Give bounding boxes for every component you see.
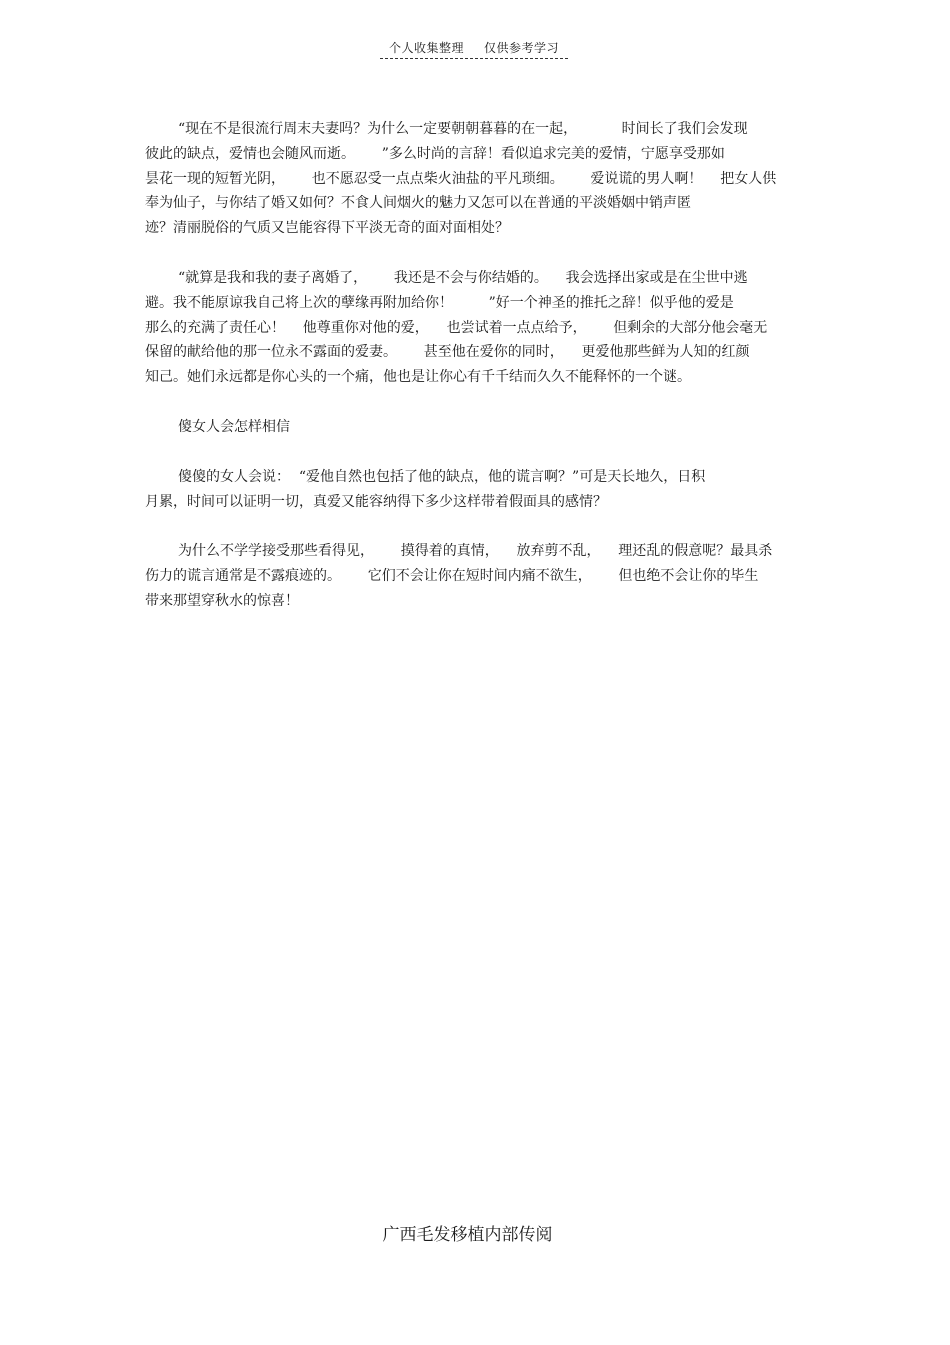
document-body <box>145 117 805 639</box>
paragraph-line: 避。我不能原谅我自己将上次的孽缘再附加给你！ ”好一个神圣的推托之辞！似乎他的爱是 <box>145 294 734 311</box>
paragraph-2 <box>145 266 805 390</box>
page-header <box>380 40 568 59</box>
page-footer: 广西毛发移植内部传阅 <box>382 1225 553 1245</box>
paragraph-line: 知己。她们永远都是你心头的一个痛，他也是让你心有千千结而久久不能释怀的一个谜。 <box>145 369 691 386</box>
paragraph-line: 保留的献给他的那一位永不露面的爱妻。 甚至他在爱你的同时， 更爱他那些鲜为人知的红颜 <box>145 344 750 361</box>
paragraph-line: “就算是我和我的妻子离婚了， 我还是不会与你结婚的。 我会选择出家或是在尘世中逃 <box>178 269 748 286</box>
paragraph-line: 奉为仙子，与你结了婚又如何？不食人间烟火的魅力又怎可以在普通的平淡婚姻中销声匿 <box>145 195 691 212</box>
heading-line: 傻女人会怎样相信 <box>178 418 290 435</box>
paragraph-1 <box>145 117 805 241</box>
paragraph-line: 昙花一现的短暂光阴， 也不愿忍受一点点柴火油盐的平凡琐细。 爱说谎的男人啊！ 把女人供 <box>145 170 777 187</box>
paragraph-line: 那么的充满了责任心！ 他尊重你对他的爱， 也尝试着一点点给予， 但剩余的大部分他会毫无 <box>145 319 768 336</box>
paragraph-line: 傻傻的女人会说： “爱他自然也包括了他的缺点，他的谎言啊？”可是天长地久，日积 <box>178 468 706 485</box>
paragraph-line: 为什么不学学接受那些看得见， 摸得着的真情， 放弃剪不乱， 理还乱的假意呢？最具杀 <box>178 543 773 560</box>
paragraph-line: 迹？清丽脱俗的气质又岂能容得下平淡无奇的面对面相处？ <box>145 220 509 237</box>
paragraph-3 <box>145 465 805 515</box>
header-right-text: 仅供参考学习 <box>484 41 560 55</box>
header-left-text: 个人收集整理 <box>388 41 464 55</box>
paragraph-line: 月累，时间可以证明一切，真爱又能容纳得下多少这样带着假面具的感情？ <box>145 493 607 510</box>
paragraph-line: 伤力的谎言通常是不露痕迹的。 它们不会让你在短时间内痛不欲生， 但也绝不会让你的毕生 <box>145 568 759 585</box>
paragraph-4 <box>145 539 805 613</box>
section-heading <box>145 415 805 440</box>
paragraph-line: 彼此的缺点，爱情也会随风而逝。 ”多么时尚的言辞！看似追求完美的爱情，宁愿享受那如 <box>145 145 725 162</box>
paragraph-line: 带来那望穿秋水的惊喜！ <box>145 592 299 609</box>
paragraph-line: “现在不是很流行周末夫妻吗？为什么一定要朝朝暮暮的在一起， 时间长了我们会发现 <box>178 121 748 137</box>
